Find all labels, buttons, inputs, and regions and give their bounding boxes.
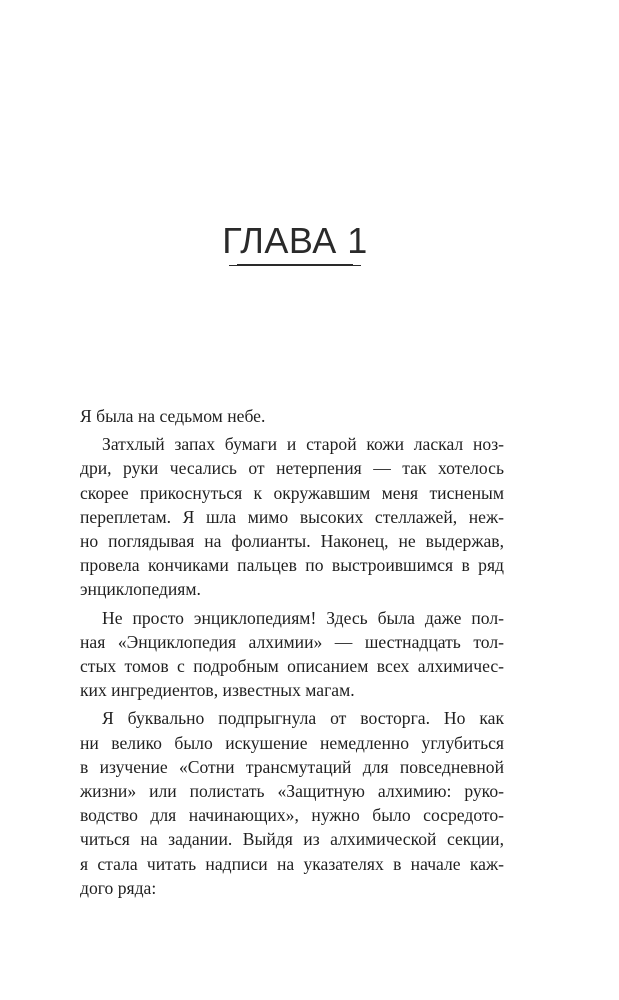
text-line: переплетам. Я шла мимо высоких стеллажей, неж- (80, 506, 504, 527)
text-line: провела кончиками пальцев по выстроившимся в ряд (80, 555, 504, 576)
text-line: энциклопедиям. (80, 579, 201, 600)
text-line: дри, руки чесались от нетерпения — так хотелось (80, 458, 504, 479)
text-line: но поглядывая на фолианты. Наконец, не выдержав, (80, 531, 504, 552)
text-line: ких ингредиентов, известных магам. (80, 680, 355, 701)
chapter-body-text (80, 404, 504, 904)
paragraph-3 (80, 606, 504, 703)
text-line: Затхлый запах бумаги и старой кожи ласкал ноз- (102, 434, 504, 455)
chapter-title-underline (237, 264, 353, 266)
text-line: Я была на седьмом небе. (80, 406, 266, 426)
text-line: ная «Энциклопедия алхимии» — шестнадцать тол- (80, 631, 504, 652)
text-line: в изучение «Сотни трансмутаций для повседневной (80, 756, 504, 777)
text-line: ни велико было искушение немедленно углубиться (80, 732, 504, 753)
text-line: Я буквально подпрыгнула от восторга. Но как (102, 708, 504, 729)
text-line: жизни» или полистать «Защитную алхимию: руко- (80, 781, 504, 802)
text-line: водство для начинающих», нужно было сосредото- (80, 805, 504, 826)
chapter-title: ГЛАВА 1 (222, 220, 368, 261)
paragraph-4 (80, 706, 504, 900)
text-line: стых томов с подробным описанием всех алхимичес- (80, 656, 504, 677)
text-line: Не просто энциклопедиям! Здесь была даже пол- (102, 607, 504, 628)
paragraph-1 (80, 404, 504, 428)
text-line: дого ряда: (80, 877, 157, 898)
text-line: я стала читать надписи на указателях в начале каж- (80, 853, 504, 874)
paragraph-2 (80, 432, 504, 601)
text-line: скорее прикоснуться к окружавшим меня тисненым (80, 482, 504, 503)
text-line: читься на задании. Выйдя из алхимической секции, (80, 829, 504, 850)
